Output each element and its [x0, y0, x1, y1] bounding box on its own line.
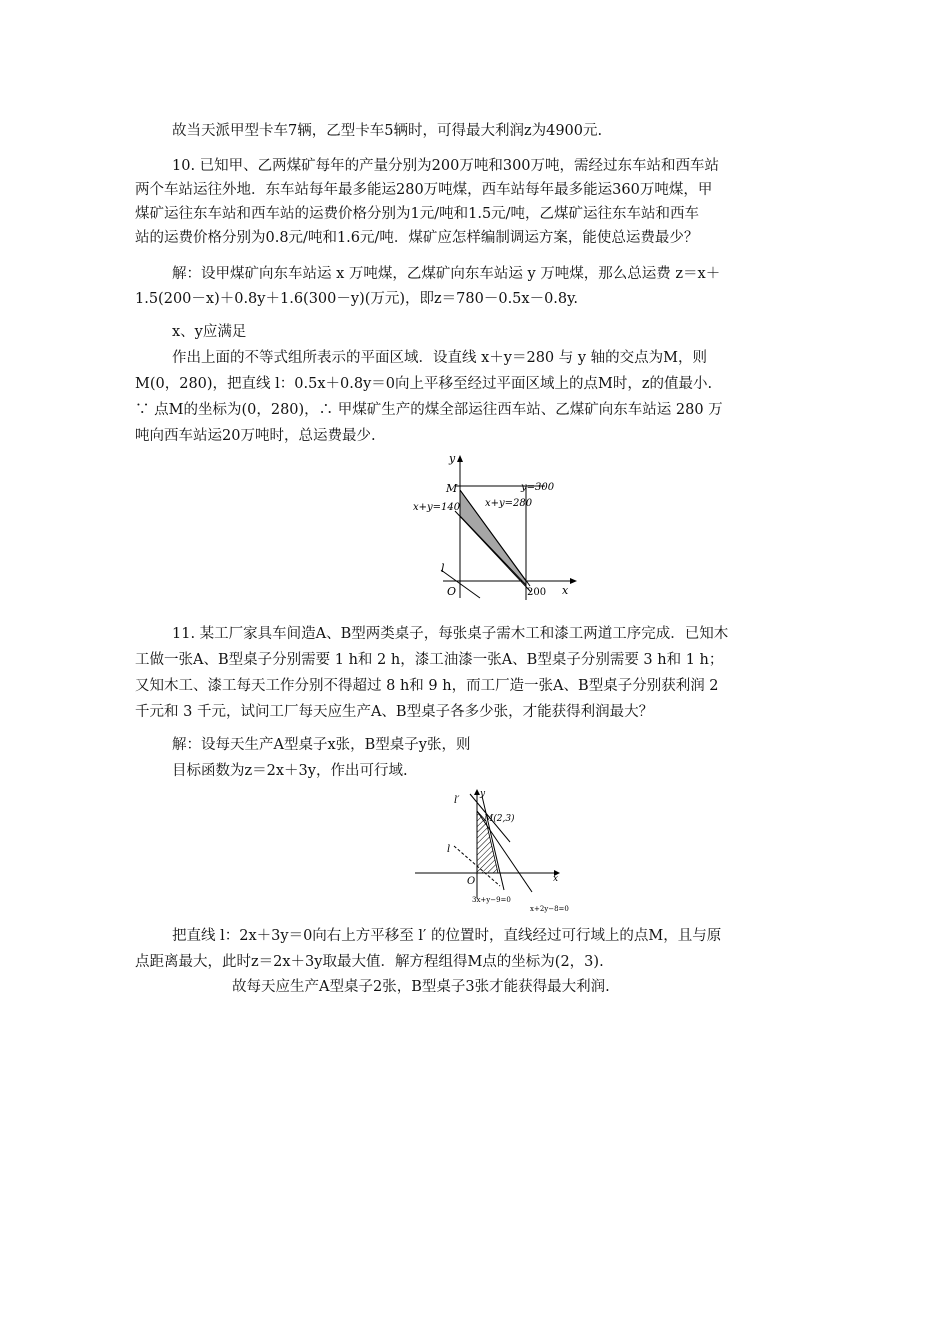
- eq-3x-plus-y-label: 3x+y−9=0: [472, 896, 511, 904]
- solution-11-line: 解：设每天生产A型桌子x张，B型桌子y张，则: [172, 737, 471, 753]
- x-axis-label: x: [562, 584, 569, 597]
- x-axis-arrow-icon: [570, 578, 577, 584]
- line-l-label: l: [441, 562, 445, 575]
- problem-10-line: 10. 已知甲、乙两煤矿每年的产量分别为200万吨和300万吨，需经过东车站和西车站: [172, 158, 720, 174]
- origin-label: O: [447, 585, 457, 598]
- problem-11-line: 又知木工、漆工每天工作分别不得超过 8 h和 9 h，而工厂造一张A、B型桌子分别获利润 2: [135, 678, 719, 694]
- solution-10-line: M(0，280)，把直线 l：0.5x＋0.8y＝0向上平移至经过平面区域上的点M时，z的值最小.: [135, 376, 713, 392]
- solution-10-line: 解：设甲煤矿向东车站运 x 万吨煤，乙煤矿向东车站运 y 万吨煤，那么总运费 z＝x＋: [172, 266, 721, 282]
- solution-11-line: 把直线 l：2x＋3y＝0向右上方平移至 l′ 的位置时，直线经过可行域上的点M，且与原: [172, 928, 722, 944]
- point-m-label: M: [446, 482, 458, 495]
- y-axis-label: y: [449, 452, 456, 465]
- solution-10-line: x、y应满足: [172, 324, 247, 340]
- problem-11-line: 千元和 3 千元，试问工厂每天应生产A、B型桌子各多少张，才能获得利润最大？: [135, 704, 654, 720]
- problem-11-line: 工做一张A、B型桌子分别需要 1 h和 2 h，漆工油漆一张A、B型桌子分别需要 3 h和 1 h；: [135, 652, 724, 668]
- solution-10-line: ∵ 点M的坐标为(0，280)，∴ 甲煤矿生产的煤全部运往西车站、乙煤矿向东车站运 280 万: [135, 402, 723, 418]
- problem-10-line: 站的运费价格分别为0.8元/吨和1.6元/吨．煤矿应怎样编制调运方案，能使总运费最少？: [135, 230, 699, 246]
- x-200-label: 200: [527, 587, 547, 598]
- solution-11-line: 目标函数为z＝2x＋3y，作出可行域.: [172, 763, 408, 779]
- problem-10-line: 两个车站运往外地．东车站每年最多能运280万吨煤，西车站每年最多能运360万吨煤，甲: [135, 182, 713, 198]
- x-plus-y-280-label: x+y=280: [485, 498, 533, 509]
- x-axis-label: x: [553, 874, 559, 884]
- y-300-label: y=300: [521, 482, 555, 493]
- solution-10-line: 1.5(200－x)＋0.8y＋1.6(300－y)(万元)，即z＝780－0.5x－0.8y.: [135, 291, 579, 307]
- eq-x-plus-2y-label: x+2y−8=0: [530, 905, 569, 913]
- feasible-region-figure-1: [405, 450, 585, 610]
- solution-10-line: 吨向西车站运20万吨时，总运费最少.: [135, 428, 376, 444]
- line-x-plus-y-140: [455, 511, 531, 592]
- y-axis-arrow-icon: [457, 455, 463, 462]
- line-l-label: l: [447, 844, 451, 855]
- solution-10-line: 作出上面的不等式组所表示的平面区域．设直线 x＋y＝280 与 y 轴的交点为M，则: [172, 350, 708, 366]
- text-line: 故当天派甲型卡车7辆，乙型卡车5辆时，可得最大利润z为4900元.: [172, 123, 603, 139]
- origin-label: O: [467, 876, 476, 887]
- solution-11-line: 点距离最大，此时z＝2x＋3y取最大值．解方程组得M点的坐标为(2，3).: [135, 954, 604, 970]
- feasible-region-figure-2: [410, 786, 590, 914]
- x-plus-y-140-label: x+y=140: [413, 502, 461, 513]
- y-axis-label: y: [480, 789, 486, 799]
- problem-10-line: 煤矿运往东车站和西车站的运费价格分别为1元/吨和1.5元/吨，乙煤矿运往东车站和西车: [135, 206, 700, 222]
- point-m-label: M(2,3): [484, 814, 515, 824]
- problem-11-line: 11. 某工厂家具车间造A、B型两类桌子，每张桌子需木工和漆工两道工序完成．已知木: [172, 626, 729, 642]
- line-l-prime-label: l′: [454, 795, 460, 806]
- conclusion-line: 故每天应生产A型桌子2张，B型桌子3张才能获得最大利润.: [232, 979, 610, 995]
